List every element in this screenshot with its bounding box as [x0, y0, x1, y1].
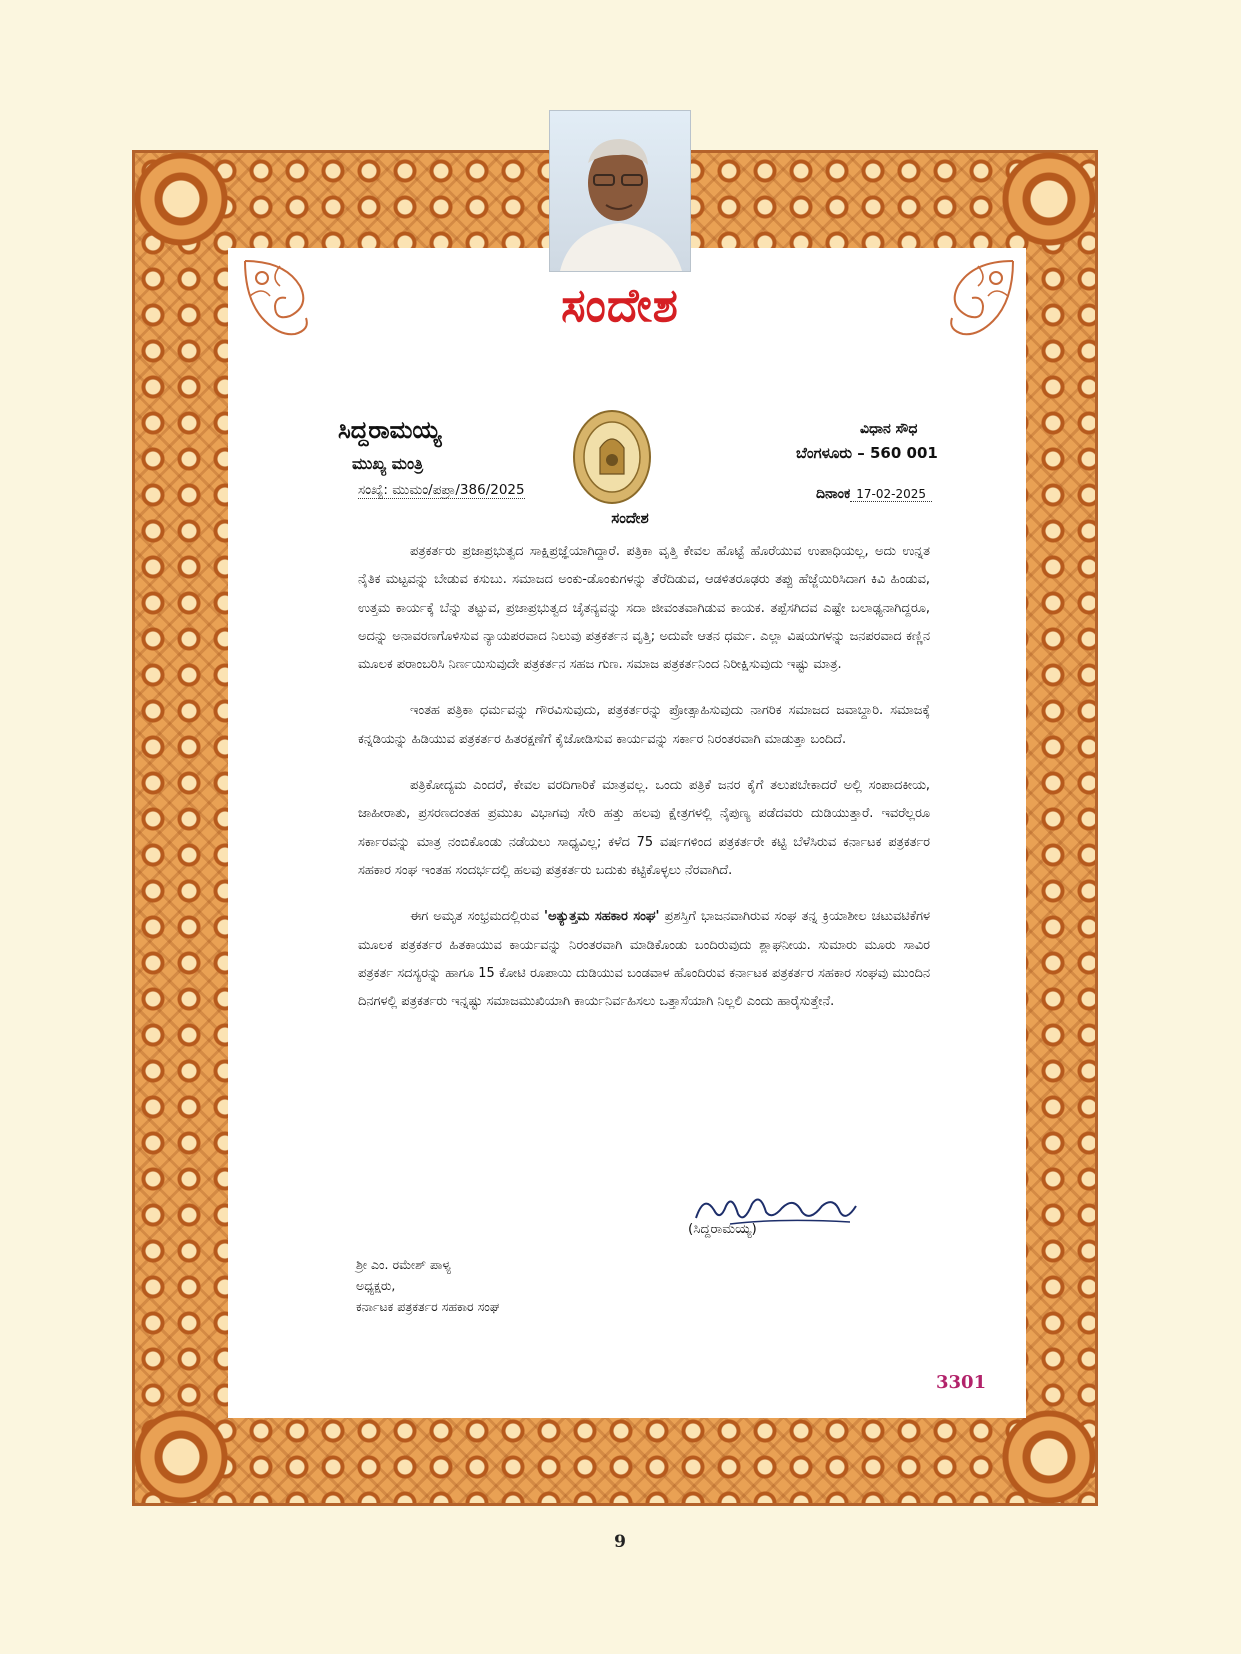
- signatory-name: (ಸಿದ್ದರಾಮಯ್ಯ): [688, 1221, 757, 1237]
- corner-flourish-icon: [240, 256, 330, 356]
- award-name: 'ಅತ್ಯುತ್ತಮ ಸಹಕಾರ ಸಂಘ': [544, 909, 660, 925]
- letter-date: [816, 486, 932, 502]
- corner-flourish-icon: [928, 256, 1018, 356]
- recipient-address: [356, 1254, 499, 1317]
- body-paragraph: ಪತ್ರಕರ್ತರು ಪ್ರಜಾಪ್ರಭುತ್ವದ ಸಾಕ್ಷಿಪ್ರಜ್ಞೆಯಾಗಿದ್ದಾರೆ. ಪತ್ರಿಕಾ ವೃತ್ತಿ ಕೇವಲ ಹೊಟ್ಟೆ ಹೊರೆಯುವ ಉಪಾಧಿಯಲ್ಲ, ಅದು ಉನ್ನತ ನೈತಿಕ ಮಟ್ಟವನ್ನು ಬೇಡುವ ಕಸುಬು. ಸಮಾಜದ ಅಂಕು-ಡೊಂಕುಗಳನ್ನು ತೆರೆದಿಡುವ, ಆಡಳಿತರೂಢರು ತಪ್ಪು ಹೆಜ್ಜೆಯಿರಿಸಿದಾಗ ಕಿವಿ ಹಿಂಡುವ, ಉತ್ತಮ ಕಾರ್ಯಕ್ಕೆ ಬೆನ್ನು ತಟ್ಟುವ, ಪ್ರಜಾಪ್ರಭುತ್ವದ ಚೈತನ್ಯವನ್ನು ಸದಾ ಜೀವಂತವಾಗಿಡುವ ಕಾಯಕ. ತಪ್ಪೆಸಗಿದವ ಎಷ್ಟೇ ಬಲಾಢ್ಯನಾಗಿದ್ದರೂ, ಅದನ್ನು ಅನಾವರಣಗೊಳಿಸುವ ನ್ಯಾಯಪರವಾದ ನಿಲುವು ಪತ್ರಕರ್ತನ ವೃತ್ತಿ; ಅದುವೇ ಆತನ ಧರ್ಮ. ಎಲ್ಲಾ ವಿಷಯಗಳನ್ನು ಜನಪರವಾದ ಕಣ್ಣಿನ ಮೂಲಕ ಪರಾಂಬರಿಸಿ ನಿರ್ಣಯಿಸುವುದೇ ಪತ್ರಕರ್ತನ ಸಹಜ ಗುಣ. ಸಮಾಜ ಪತ್ರಕರ್ತನಿಂದ ನಿರೀಕ್ಷಿಸುವುದು ಇಷ್ಟು ಮಾತ್ರ.: [358, 544, 930, 673]
- reference-number: ಸಂಖ್ಯೆ: ಮುಮಂ/ಪಪ್ರಾ/386/2025: [358, 482, 525, 498]
- letter-subject: ಸಂದೇಶ: [611, 509, 649, 527]
- body-paragraph: ಇಂತಹ ಪತ್ರಿಕಾ ಧರ್ಮವನ್ನು ಗೌರವಿಸುವುದು, ಪತ್ರಕರ್ತರನ್ನು ಪ್ರೋತ್ಸಾಹಿಸುವುದು ನಾಗರಿಕ ಸಮಾಜದ ಜವಾಬ್ದಾರಿ. ಸಮಾಜಕ್ಕೆ ಕನ್ನಡಿಯನ್ನು ಹಿಡಿಯುವ ಪತ್ರಕರ್ತರ ಹಿತರಕ್ಷಣೆಗೆ ಕೈಜೋಡಿಸುವ ಕಾರ್ಯವನ್ನು ಸರ್ಕಾರ ನಿರಂತರವಾಗಿ ಮಾಡುತ್ತಾ ಬಂದಿದೆ.: [358, 703, 930, 747]
- person-icon: [550, 111, 690, 271]
- body-paragraph: [358, 903, 930, 1016]
- paragraph-text: ಈಗ ಅಮೃತ ಸಂಭ್ರಮದಲ್ಲಿರುವ: [410, 909, 545, 925]
- paragraph-text: ಪ್ರಶಸ್ತಿಗೆ ಭಾಜನವಾಗಿರುವ ಸಂಘ ತನ್ನ ಕ್ರಿಯಾಶೀಲ ಚಟುವಟಿಕೆಗಳ ಮೂಲಕ ಪತ್ರಕರ್ತರ ಹಿತಕಾಯುವ ಕಾರ್ಯವನ್ನು ನಿರಂತರವಾಗಿ ಮಾಡಿಕೊಂಡು ಬಂದಿರುವುದು ಶ್ಲಾಘನೀಯ. ಸುಮಾರು ಮೂರು ಸಾವಿರ ಪತ್ರಕರ್ತ ಸದಸ್ಯರನ್ನು ಹಾಗೂ 15 ಕೋಟಿ ರೂಪಾಯಿ ದುಡಿಯುವ ಬಂಡವಾಳ ಹೊಂದಿರುವ ಕರ್ನಾಟಕ ಪತ್ರಕರ್ತರ ಸಹಕಾರ ಸಂಘವು ಮುಂದಿನ ದಿನಗಳಲ್ಲಿ ಪತ್ರಕರ್ತರು ಇನ್ನಷ್ಟು ಸಮಾಜಮುಖಿಯಾಗಿ ಕಾರ್ಯನಿರ್ವಹಿಸಲು ಒತ್ತಾಸೆಯಾಗಿ ನಿಲ್ಲಲಿ ಎಂದು ಹಾರೈಸುತ್ತೇನೆ.: [358, 909, 930, 1010]
- border-corner-ornament: [1000, 150, 1098, 248]
- page-title: ಸಂದೇಶ: [561, 278, 679, 332]
- recipient-name: ಶ್ರೀ ಎಂ. ರಮೇಶ್ ಪಾಳ್ಯ: [356, 1257, 451, 1272]
- letter-body: [358, 538, 930, 1034]
- border-corner-ornament: [1000, 1408, 1098, 1506]
- office-city: ಬೆಂಗಳೂರು – 560 001: [796, 444, 938, 462]
- body-paragraph: ಪತ್ರಿಕೋದ್ಯಮ ಎಂದರೆ, ಕೇವಲ ವರದಿಗಾರಿಕೆ ಮಾತ್ರವಲ್ಲ. ಒಂದು ಪತ್ರಿಕೆ ಜನರ ಕೈಗೆ ತಲುಪಬೇಕಾದರೆ ಅಲ್ಲಿ ಸಂಪಾದಕೀಯ, ಜಾಹೀರಾತು, ಪ್ರಸರಣದಂತಹ ಪ್ರಮುಖ ವಿಭಾಗವು ಸೇರಿ ಹತ್ತು ಹಲವು ಕ್ಷೇತ್ರಗಳಲ್ಲಿ ನೈಪುಣ್ಯ ಪಡೆದವರು ದುಡಿಯುತ್ತಾರೆ. ಇವರೆಲ್ಲರೂ ಸರ್ಕಾರವನ್ನು ಮಾತ್ರ ನಂಬಿಕೊಂಡು ನಡೆಯಲು ಸಾಧ್ಯವಿಲ್ಲ; ಕಳೆದ 75 ವರ್ಷಗಳಿಂದ ಪತ್ರಕರ್ತರೇ ಕಟ್ಟಿ ಬೆಳೆಸಿರುವ ಕರ್ನಾಟಕ ಪತ್ರಕರ್ತರ ಸಹಕಾರ ಸಂಘ ಇಂತಹ ಸಂದರ್ಭದಲ್ಲಿ ಹಲವು ಪತ್ರಕರ್ತರು ಬದುಕು ಕಟ್ಟಿಕೊಳ್ಳಲು ನೆರವಾಗಿದೆ.: [358, 778, 930, 878]
- letterhead-name: ಸಿದ್ದರಾಮಯ್ಯ: [338, 416, 442, 444]
- letterhead-designation: ಮುಖ್ಯ ಮಂತ್ರಿ: [352, 454, 424, 473]
- recipient-organization: ಕರ್ನಾಟಕ ಪತ್ರಕರ್ತರ ಸಹಕಾರ ಸಂಘ: [356, 1299, 500, 1314]
- document-code: 3301: [936, 1372, 987, 1393]
- recipient-title: ಅಧ್ಯಕ್ಷರು,: [356, 1278, 396, 1293]
- page-number: 9: [614, 1532, 626, 1552]
- border-corner-ornament: [132, 1408, 230, 1506]
- portrait-photo: [549, 110, 691, 272]
- date-value: 17-02-2025: [850, 487, 932, 502]
- office-name: ವಿಧಾನ ಸೌಧ: [860, 421, 918, 437]
- state-emblem-icon: [572, 408, 652, 506]
- border-corner-ornament: [132, 150, 230, 248]
- date-label: ದಿನಾಂಕ: [816, 486, 851, 502]
